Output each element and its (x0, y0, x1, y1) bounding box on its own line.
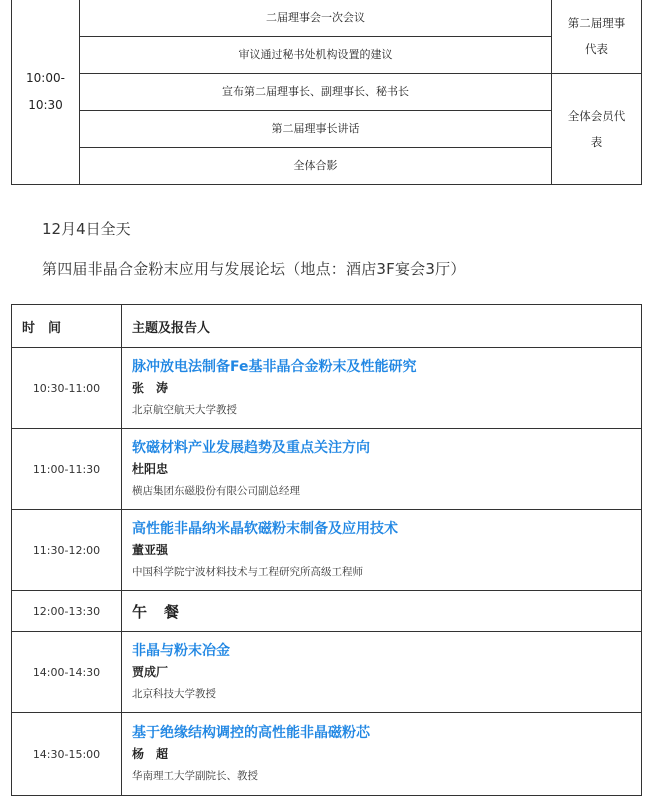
agenda-item: 全体合影 (80, 148, 552, 185)
participants-line: 第二届理事 (567, 16, 626, 30)
session-affiliation: 中国科学院宁波材料技术与工程研究所高级工程师 (132, 565, 363, 578)
agenda-time-start: 10:00- (26, 70, 65, 85)
header-time: 时 间 (12, 305, 122, 348)
session-affiliation: 华南理工大学副院长、教授 (132, 769, 258, 782)
agenda-participants (552, 0, 642, 74)
session-cell (122, 510, 642, 591)
lunch-label: 午 餐 (132, 602, 181, 621)
session-affiliation: 横店集团东磁股份有限公司副总经理 (132, 484, 300, 497)
table-row (12, 348, 642, 429)
session-title[interactable]: 软磁材料产业发展趋势及重点关注方向 (132, 439, 370, 456)
table-row (12, 632, 642, 713)
session-cell (122, 632, 642, 713)
agenda-item: 第二届理事长讲话 (80, 111, 552, 148)
table-row (12, 713, 642, 796)
session-time: 11:30-12:00 (12, 510, 122, 591)
agenda-table-top (11, 0, 642, 185)
session-speaker: 杜阳忠 (132, 461, 169, 476)
session-title[interactable]: 脉冲放电法制备Fe基非晶合金粉末及性能研究 (132, 358, 417, 375)
table-header-row (12, 305, 642, 348)
session-time: 10:30-11:00 (12, 348, 122, 429)
session-time: 14:30-15:00 (12, 713, 122, 796)
session-speaker: 杨 超 (132, 746, 169, 761)
session-title[interactable]: 非晶与粉末冶金 (132, 642, 230, 659)
agenda-item: 审议通过秘书处机构设置的建议 (80, 37, 552, 74)
session-cell (122, 348, 642, 429)
session-cell (122, 429, 642, 510)
agenda-item: 二届理事会一次会议 (80, 0, 552, 37)
session-time: 14:00-14:30 (12, 632, 122, 713)
forum-schedule-table (11, 304, 642, 796)
agenda-time-end: 10:30 (28, 97, 63, 112)
session-affiliation: 北京航空航天大学教授 (132, 403, 237, 416)
session-title[interactable]: 基于绝缘结构调控的高性能非晶磁粉芯 (132, 724, 370, 741)
table-row (12, 510, 642, 591)
date-heading: 12月4日全天 (42, 220, 131, 238)
table-row (12, 429, 642, 510)
session-speaker: 张 涛 (132, 380, 169, 395)
participants-line: 表 (590, 135, 603, 149)
forum-heading: 第四届非晶合金粉末应用与发展论坛（地点：酒店3F宴会3厅） (42, 260, 466, 278)
session-cell (122, 713, 642, 796)
agenda-participants (552, 74, 642, 185)
lunch-cell (122, 591, 642, 632)
session-speaker: 董亚强 (132, 542, 169, 557)
participants-line: 全体会员代 (567, 109, 626, 123)
session-speaker: 贾成厂 (132, 664, 169, 679)
session-time: 11:00-11:30 (12, 429, 122, 510)
header-topic: 主题及报告人 (122, 305, 642, 348)
participants-line: 代表 (585, 42, 608, 56)
agenda-time-cell (12, 0, 80, 185)
agenda-item: 宣布第二届理事长、副理事长、秘书长 (80, 74, 552, 111)
session-time: 12:00-13:30 (12, 591, 122, 632)
session-affiliation: 北京科技大学教授 (132, 687, 216, 700)
session-title[interactable]: 高性能非晶纳米晶软磁粉末制备及应用技术 (132, 520, 398, 537)
table-row-lunch (12, 591, 642, 632)
